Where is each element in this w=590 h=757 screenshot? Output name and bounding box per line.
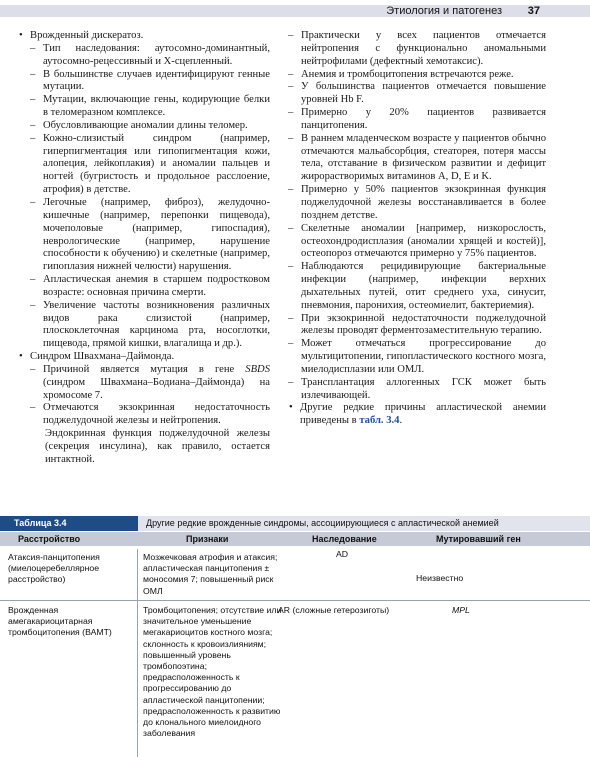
list-item: – Легочные (например, фиброз), желудочно-кишечные (например, перепонки пищевода), мочеполовые (например, гипоспадия), неврологические (например, нарушение способности к обучению) и скелетные (например, гипоплазия нижней челюсти) нарушения. <box>30 196 270 273</box>
list-item: – Тип наследования: аутосомно-доминантный, аутосомно-рецессивный и Х-сцепленный. <box>30 42 270 67</box>
list-item-text: Другие редкие причины апластической анемии приведены в <box>300 402 546 427</box>
right-column <box>288 30 546 428</box>
list-item: – Обусловливающие аномалии длины теломер. <box>30 119 248 131</box>
cell-inheritance: AD <box>336 549 349 559</box>
list-item-text: Обусловливающие аномалии длины теломер. <box>43 119 248 131</box>
list-item: – У большинства пациентов отмечается повышение уровней Hb F. <box>288 81 546 106</box>
list-item: – Увеличение частоты возникновения различных видов рака слизистой (например, плоскоклеточная карцинома рта, носоглотки, пищевода, прямой кишки, влагалища и др.). <box>30 299 270 350</box>
list-item: – Практически у всех пациентов отмечается нейтропения с функционально аномальными нейтрофилами (дефектный хемотаксис). <box>288 30 546 67</box>
list-item-text: Примерно у 50% пациентов экзокринная функция поджелудочной железы восстанавливается в более позднем детстве. <box>301 184 546 221</box>
section-title: Этиология и патогенез <box>386 5 502 17</box>
cell-disorder: Атаксия-панцитопения (миелоцеребеллярное расстройство) <box>8 552 100 585</box>
list-item-text: Наблюдаются рецидивирующие бактериальные инфекции (например, инфекции верхних дыхательных путей, отит среднего уха, синусит, пневмония, паронихия, остеомиелит, бактериемия). <box>301 261 546 311</box>
list-item-text: Легочные (например, фиброз), желудочно-кишечные (например, перепонки пищевода), мочеполовые (например, гипоспадия), неврологические (например, нарушение способности к обучению) и скелетные (например, гипоплазия нижней челюсти) нарушения. <box>43 196 270 273</box>
table-reference-link[interactable]: табл. 3.4 <box>359 415 400 427</box>
list-item-text: Причиной является мутация в гене <box>43 363 246 375</box>
table-title-row <box>0 516 590 531</box>
list-item: – Скелетные аномалии [например, низкорослость, остеохондродисплазия (аномалии хрящей и костей)], остеопороз отмечаются примерно у 75% пациентов. <box>288 222 546 260</box>
cell-signs: Тромбоцитопения; отсутствие или значительное уменьшение мегакариоцитов костного мозга; склонность к кровоизлияниям; повышенный уровень тромбопоэтина; предрасположенность к прогрессированию до апластической панцитопении; предрасположенность к развитию до клонального миелоидного заболевания <box>143 605 282 739</box>
table-row <box>0 549 590 600</box>
page-number: 37 <box>527 5 540 17</box>
bullet-other-causes <box>288 402 546 428</box>
list-item-text: Может отмечаться прогрессирование до мультицитопении, гипопластического костного мозга, миелодисплазии или ОМЛ. <box>301 338 546 375</box>
table-header <box>0 532 590 546</box>
list-item-text: У большинства пациентов отмечается повышение уровней Hb F. <box>301 81 546 106</box>
list-item-text: (синдром Швахмана–Бодиана–Даймонда) на хромосоме 7. <box>43 376 270 401</box>
cell-disorder: Врожденная амегакариоцитарная тромбоцитопения (ВАМТ) <box>8 605 112 638</box>
list-item: – Апластическая анемия в старшем подростковом возрасте: основная причина смерти. <box>30 274 270 298</box>
page-header <box>0 0 590 24</box>
cell-gene: Неизвестно <box>416 573 464 583</box>
list-item-text: Практически у всех пациентов отмечается нейтропения с функционально аномальными нейтрофилами (дефектный хемотаксис). <box>301 30 546 67</box>
list-item: – Трансплантация аллогенных ГСК может быть излечивающей. <box>288 376 546 401</box>
list-item-text: Отмечаются экзокринная недостаточность поджелудочной железы и нейтропения. <box>43 402 270 427</box>
list-item-text: Анемия и тромбоцитопения встречаются реже. <box>301 68 514 80</box>
cell-inheritance: AR (сложные гетерозиготы) <box>278 605 390 615</box>
column-divider <box>137 549 138 757</box>
list-item-text: Увеличение частоты возникновения различных видов рака слизистой (например, плоскоклеточная карцинома рта, носоглотки, пищевода, прямой кишки, влагалища и др.). <box>43 299 270 350</box>
table-row <box>0 602 590 757</box>
bullet-shwachman <box>18 351 270 467</box>
column-header-disorder: Расстройство <box>18 534 81 544</box>
table-label: Таблица 3.4 <box>0 516 138 531</box>
list-item: – Анемия и тромбоцитопения встречаются реже. <box>288 68 514 80</box>
list-item-text: При экзокринной недостаточности поджелудочной железы проводят ферментозаместительную терапию. <box>301 312 546 337</box>
text-columns <box>18 30 546 510</box>
list-item-text: В раннем младенческом возрасте у пациентов обычно отмечаются мальабсорбция, стеаторея, потеря массы тела, отставание в физическом развитии и дефицит жирорастворимых витаминов A, D, E и K. <box>301 132 546 183</box>
list-item-text: Примерно у 20% пациентов развивается панцитопения. <box>301 107 546 131</box>
table-caption: Другие редкие врожденные синдромы, ассоциирующиеся с апластической анемией <box>146 518 499 528</box>
cell-gene: MPL <box>452 605 470 615</box>
list-item: – Наблюдаются рецидивирующие бактериальные инфекции (например, инфекции верхних дыхательных путей, отит среднего уха, синусит, пневмония, паронихия, остеомиелит, бактериемия). <box>288 261 546 311</box>
left-column <box>18 30 270 467</box>
list-item-text: Апластическая анемия в старшем подростковом возрасте: основная причина смерти. <box>43 274 270 298</box>
list-item-text: Тип наследования: аутосомно-доминантный, аутосомно-рецессивный и Х-сцепленный. <box>43 42 270 67</box>
column-header-gene: Мутировавший ген <box>436 534 521 544</box>
column-header-inheritance: Наследование <box>312 534 377 544</box>
list-item: – В большинстве случаев идентифицируют генные мутации. <box>30 68 270 93</box>
bullet-dyskeratosis <box>18 30 270 351</box>
gene-name: SBDS <box>245 363 270 375</box>
list-item-text: Кожно-слизистый синдром (например, гиперпигментация или гипопигментация кожи, алопеция, лейкоплакия) и аномалии пальцев и ногтей (бугристость и продольное расслоение, атрофия) в детстве. <box>43 132 270 196</box>
row-divider <box>0 600 590 601</box>
column-header-signs: Признаки <box>186 534 229 544</box>
list-item-text: В большинстве случаев идентифицируют генные мутации. <box>43 68 270 93</box>
list-item: – Кожно-слизистый синдром (например, гиперпигментация или гипопигментация кожи, алопеция, лейкоплакия) и аномалии пальцев и ногтей (бугристость и продольное расслоение, атрофия) в детстве. <box>30 132 270 196</box>
list-item: – Мутации, включающие гены, кодирующие белки в теломеразном комплексе. <box>30 94 270 119</box>
list-item: – Отмечаются экзокринная недостаточность поджелудочной железы и нейтропения. <box>30 402 270 427</box>
list-item-text: Скелетные аномалии [например, низкорослость, остеохондродисплазия (аномалии хрящей и костей)], остеопороз отмечаются примерно у 75% пациентов. <box>301 222 546 260</box>
shwachman-title: Синдром Швахмана–Даймонда. <box>30 351 175 363</box>
list-item: – Примерно у 50% пациентов экзокринная функция поджелудочной железы восстанавливается в более позднем детстве. <box>288 184 546 221</box>
continuation-text: Эндокринная функция поджелудочной железы (секреция инсулина), как правило, остается интактной. <box>45 428 270 465</box>
list-item: – В раннем младенческом возрасте у пациентов обычно отмечаются мальабсорбция, стеаторея, потеря массы тела, отставание в физическом развитии и дефицит жирорастворимых витаминов A, D, E и K. <box>288 132 546 183</box>
list-item: – Примерно у 20% пациентов развивается панцитопения. <box>288 107 546 131</box>
list-item-text: Трансплантация аллогенных ГСК может быть излечивающей. <box>301 376 546 401</box>
list-item-text: . <box>399 415 403 427</box>
list-item: – Может отмечаться прогрессирование до мультицитопении, гипопластического костного мозга, миелодисплазии или ОМЛ. <box>288 338 546 375</box>
cell-signs: Мозжечковая атрофия и атаксия; апластическая панцитопения ± моносомия 7; повышенный риск ОМЛ <box>143 552 278 596</box>
list-item: – Причиной является мутация в гене SBDS (синдром Швахмана–Бодиана–Даймонда) на хромосоме 7. <box>30 363 270 401</box>
dyskeratosis-title: Врожденный дискератоз. <box>30 30 144 41</box>
list-item: – При экзокринной недостаточности поджелудочной железы проводят ферментозаместительную терапию. <box>288 312 546 337</box>
list-item-text: Мутации, включающие гены, кодирующие белки в теломеразном комплексе. <box>43 94 270 119</box>
